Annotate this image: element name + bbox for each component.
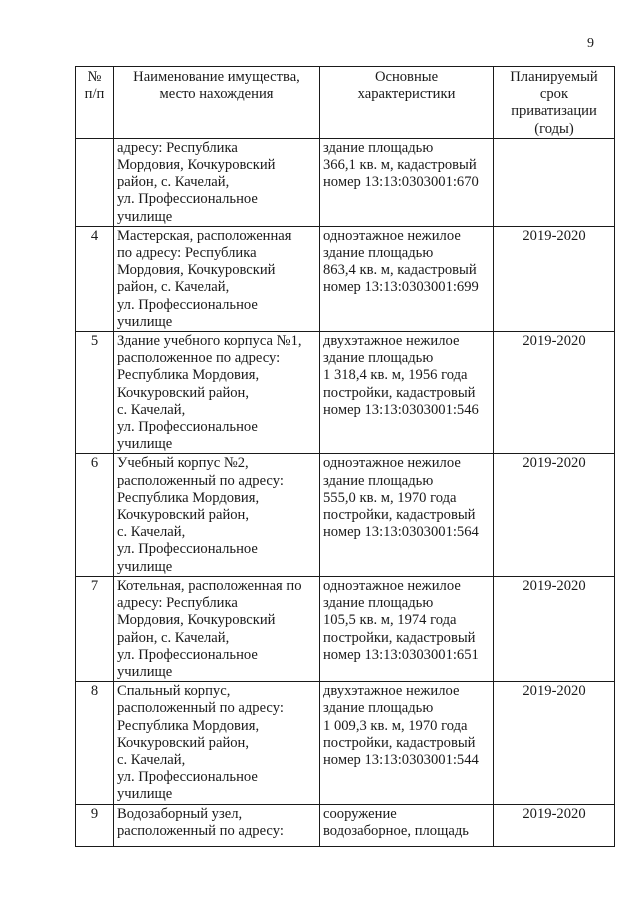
cell-characteristics: сооружение водозаборное, площадь	[320, 804, 494, 846]
cell-name-location: Здание учебного корпуса №1, расположенное по адресу: Республика Мордовия, Кочкуровский район, с. Качелай, ул. Профессиональное училище	[114, 332, 320, 454]
header-privatization-term: Планируемый срок приватизации (годы)	[494, 67, 615, 139]
cell-name-location: Спальный корпус, расположенный по адресу: Республика Мордовия, Кочкуровский район, с. Качелай, ул. Профессиональное училище	[114, 682, 320, 804]
header-name-location: Наименование имущества, место нахождения	[114, 67, 320, 139]
cell-number	[76, 138, 114, 226]
cell-characteristics: здание площадью 366,1 кв. м, кадастровый номер 13:13:0303001:670	[320, 138, 494, 226]
table-row	[76, 682, 615, 804]
cell-number: 9	[76, 804, 114, 846]
table-row	[76, 332, 615, 454]
cell-name-location: Котельная, расположенная по адресу: Республика Мордовия, Кочкуровский район, с. Качелай, ул. Профессиональное училище	[114, 576, 320, 681]
cell-number: 7	[76, 576, 114, 681]
header-characteristics: Основные характеристики	[320, 67, 494, 139]
cell-number: 5	[76, 332, 114, 454]
cell-privatization-term	[494, 138, 615, 226]
table-row	[76, 138, 615, 226]
table-header-row	[76, 67, 615, 139]
cell-characteristics: двухэтажное нежилое здание площадью 1 009,3 кв. м, 1970 года постройки, кадастровый номер 13:13:0303001:544	[320, 682, 494, 804]
cell-number: 8	[76, 682, 114, 804]
cell-privatization-term: 2019-2020	[494, 454, 615, 576]
table-row	[76, 804, 615, 846]
cell-characteristics: одноэтажное нежилое здание площадью 555,0 кв. м, 1970 года постройки, кадастровый номер 13:13:0303001:564	[320, 454, 494, 576]
cell-characteristics: одноэтажное нежилое здание площадью 105,5 кв. м, 1974 года постройки, кадастровый номер 13:13:0303001:651	[320, 576, 494, 681]
page-number: 9	[587, 36, 594, 51]
cell-name-location: Водозаборный узел, расположенный по адресу:	[114, 804, 320, 846]
cell-number: 4	[76, 226, 114, 331]
cell-privatization-term: 2019-2020	[494, 332, 615, 454]
header-number: № п/п	[76, 67, 114, 139]
cell-name-location: Мастерская, расположенная по адресу: Республика Мордовия, Кочкуровский район, с. Качелай, ул. Профессиональное училище	[114, 226, 320, 331]
cell-name-location: адресу: Республика Мордовия, Кочкуровский район, с. Качелай, ул. Профессиональное училище	[114, 138, 320, 226]
cell-privatization-term: 2019-2020	[494, 576, 615, 681]
privatization-table	[75, 66, 615, 847]
cell-privatization-term: 2019-2020	[494, 804, 615, 846]
table-row	[76, 454, 615, 576]
cell-characteristics: одноэтажное нежилое здание площадью 863,4 кв. м, кадастровый номер 13:13:0303001:699	[320, 226, 494, 331]
table-row	[76, 576, 615, 681]
cell-privatization-term: 2019-2020	[494, 682, 615, 804]
table-row	[76, 226, 615, 331]
cell-privatization-term: 2019-2020	[494, 226, 615, 331]
cell-name-location: Учебный корпус №2, расположенный по адресу: Республика Мордовия, Кочкуровский район, с. Качелай, ул. Профессиональное училище	[114, 454, 320, 576]
cell-characteristics: двухэтажное нежилое здание площадью 1 318,4 кв. м, 1956 года постройки, кадастровый номер 13:13:0303001:546	[320, 332, 494, 454]
cell-number: 6	[76, 454, 114, 576]
